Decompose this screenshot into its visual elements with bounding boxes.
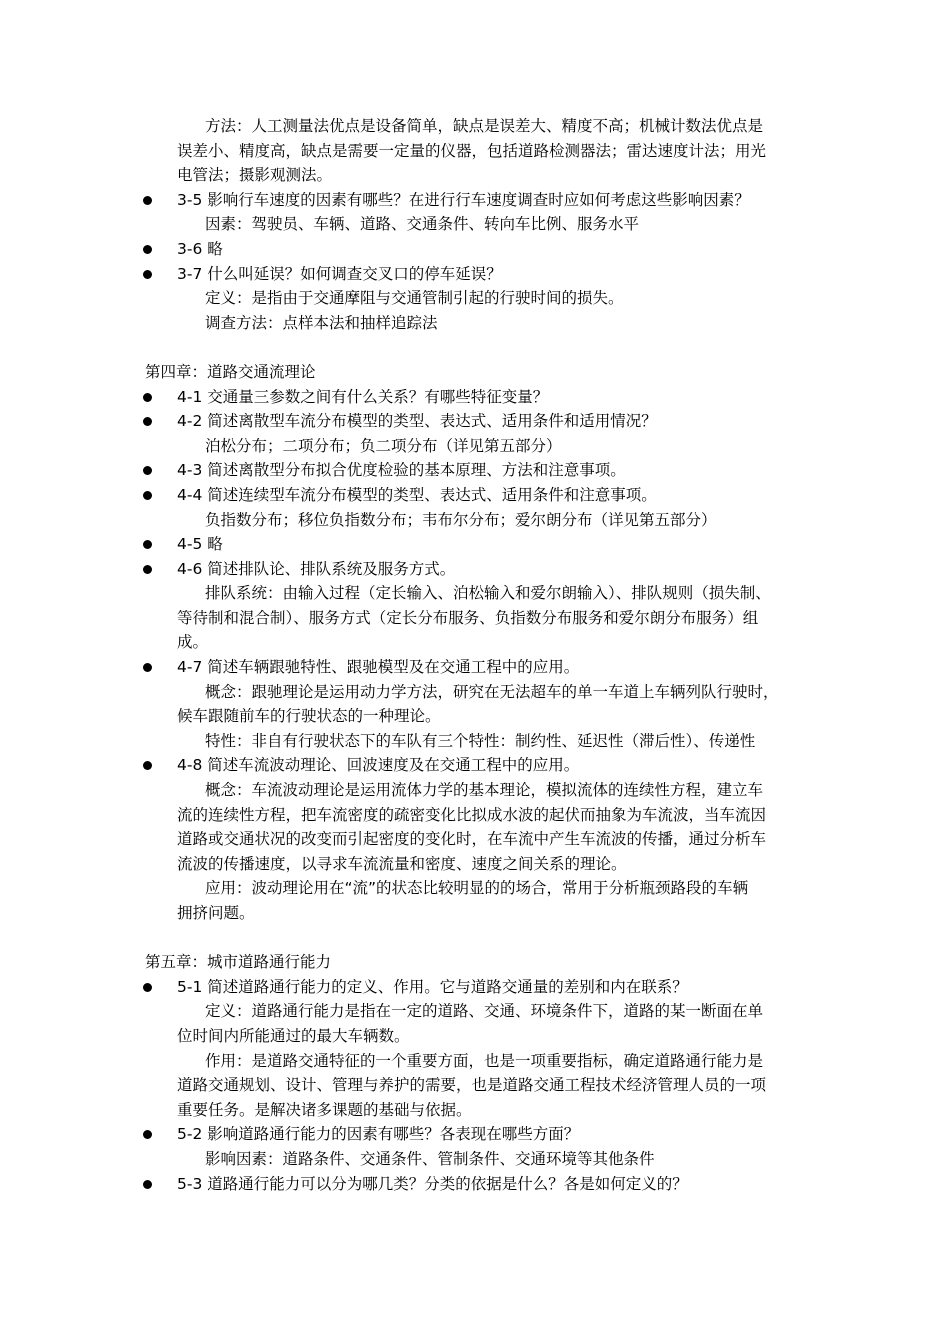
bullet-icon — [143, 565, 152, 574]
question-item — [0, 188, 950, 213]
line-text: 3-7 什么叫延误？如何调查交叉口的停车延误？ — [177, 264, 502, 283]
paragraph-line — [0, 803, 950, 828]
line-text: 位时间内所能通过的最大车辆数。 — [177, 1026, 410, 1045]
line-text: 4-6 简述排队论、排队系统及服务方式。 — [177, 559, 456, 578]
bullet-icon — [143, 393, 152, 402]
line-text: 误差小、精度高，缺点是需要一定量的仪器，包括道路检测器法；雷达速度计法；用光 — [177, 141, 767, 160]
line-text: 4-2 简述离散型车流分布模型的类型、表达式、适用条件和适用情况？ — [177, 412, 657, 431]
bullet-icon — [143, 196, 152, 205]
paragraph-line — [0, 212, 950, 237]
line-text: 道路交通规划、设计、管理与养护的需要，也是道路交通工程技术经济管理人员的一项 — [177, 1076, 767, 1095]
question-item — [0, 262, 950, 287]
question-item — [0, 458, 950, 483]
chapter-heading — [0, 950, 950, 975]
paragraph-line — [0, 1024, 950, 1049]
bullet-icon — [143, 270, 152, 279]
paragraph-line — [0, 901, 950, 926]
line-text: 4-3 简述离散型分布拟合优度检验的基本原理、方法和注意事项。 — [177, 461, 626, 480]
paragraph-line — [0, 827, 950, 852]
bullet-icon — [143, 1180, 152, 1189]
paragraph-line — [0, 1147, 950, 1172]
blank-line — [0, 926, 950, 951]
question-item — [0, 483, 950, 508]
paragraph-line — [0, 434, 950, 459]
paragraph-line — [0, 704, 950, 729]
line-text: 4-5 略 — [177, 535, 223, 554]
line-text: 特性：非自有行驶状态下的车队有三个特性：制约性、延迟性（滞后性）、传递性 — [205, 731, 756, 750]
line-text: 3-6 略 — [177, 239, 223, 258]
line-text: 定义：是指由于交通摩阻与交通管制引起的行驶时间的损失。 — [205, 289, 624, 308]
paragraph-line — [0, 680, 950, 705]
paragraph-line — [0, 778, 950, 803]
question-item — [0, 655, 950, 680]
question-item — [0, 1172, 950, 1197]
question-item — [0, 1122, 950, 1147]
line-text: 负指数分布；移位负指数分布；韦布尔分布；爱尔朗分布（详见第五部分） — [205, 510, 717, 529]
paragraph-line — [0, 508, 950, 533]
question-item — [0, 237, 950, 262]
bullet-icon — [143, 417, 152, 426]
line-text: 成。 — [177, 633, 209, 652]
bullet-icon — [143, 491, 152, 500]
line-text: 等待制和混合制）、服务方式（定长分布服务、负指数分布服务和爱尔朗分布服务）组 — [177, 608, 759, 627]
bullet-icon — [143, 983, 152, 992]
paragraph-line — [0, 163, 950, 188]
line-text: 影响因素：道路条件、交通条件、管制条件、交通环境等其他条件 — [205, 1149, 655, 1168]
chapter-heading — [0, 360, 950, 385]
document-body — [0, 114, 950, 1196]
line-text: 流波的传播速度，以寻求车流流量和密度、速度之间关系的理论。 — [177, 854, 627, 873]
line-text: 方法：人工测量法优点是设备简单，缺点是误差大、精度不高；机械计数法优点是 — [205, 117, 764, 135]
bullet-icon — [143, 663, 152, 672]
bullet-icon — [143, 466, 152, 475]
paragraph-line — [0, 139, 950, 164]
line-text: 第五章：城市道路通行能力 — [145, 953, 332, 972]
question-item — [0, 753, 950, 778]
line-text: 5-1 简述道路通行能力的定义、作用。它与道路交通量的差别和内在联系？ — [177, 977, 688, 996]
line-text: 3-5 影响行车速度的因素有哪些？在进行行车速度调查时应如何考虑这些影响因素？ — [177, 190, 750, 209]
paragraph-line — [0, 114, 950, 139]
question-item — [0, 975, 950, 1000]
line-text: 概念：跟驰理论是运用动力学方法，研究在无法超车的单一车道上车辆列队行驶时， — [205, 682, 779, 701]
line-text: 定义：道路通行能力是指在一定的道路、交通、环境条件下，道路的某一断面在单 — [205, 1002, 764, 1021]
bullet-icon — [143, 540, 152, 549]
line-text: 拥挤问题。 — [177, 904, 255, 922]
line-text: 流的连续性方程，把车流密度的疏密变化比拟成水波的起伏而抽象为车流波，当车流因 — [177, 805, 767, 824]
bullet-icon — [143, 1130, 152, 1139]
paragraph-line — [0, 606, 950, 631]
question-item — [0, 385, 950, 410]
line-text: 排队系统：由输入过程（定长输入、泊松输入和爱尔朗输入）、排队规则（损失制、 — [205, 584, 771, 603]
paragraph-line — [0, 581, 950, 606]
paragraph-line — [0, 999, 950, 1024]
paragraph-line — [0, 1049, 950, 1074]
bullet-icon — [143, 761, 152, 770]
line-text: 5-3 道路通行能力可以分为哪几类？分类的依据是什么？各是如何定义的？ — [177, 1174, 688, 1193]
question-item — [0, 409, 950, 434]
paragraph-line — [0, 852, 950, 877]
paragraph-line — [0, 876, 950, 901]
bullet-icon — [143, 245, 152, 254]
line-text: 4-4 简述连续型车流分布模型的类型、表达式、适用条件和注意事项。 — [177, 485, 657, 504]
line-text: 4-8 简述车流波动理论、回波速度及在交通工程中的应用。 — [177, 756, 580, 775]
line-text: 4-7 简述车辆跟驰特性、跟驰模型及在交通工程中的应用。 — [177, 658, 580, 677]
line-text: 第四章：道路交通流理论 — [145, 362, 316, 381]
paragraph-line — [0, 311, 950, 336]
paragraph-line — [0, 286, 950, 311]
line-text: 4-1 交通量三参数之间有什么关系？有哪些特征变量？ — [177, 387, 549, 406]
line-text: 泊松分布；二项分布；负二项分布（详见第五部分） — [205, 436, 562, 455]
line-text: 调查方法：点样本法和抽样追踪法 — [205, 313, 438, 332]
line-text: 应用：波动理论用在“流”的状态比较明显的的场合，常用于分析瓶颈路段的车辆 — [205, 879, 749, 898]
paragraph-line — [0, 630, 950, 655]
line-text: 作用：是道路交通特征的一个重要方面，也是一项重要指标，确定道路通行能力是 — [205, 1051, 764, 1070]
question-item — [0, 532, 950, 557]
line-text: 5-2 影响道路通行能力的因素有哪些？各表现在哪些方面？ — [177, 1125, 580, 1144]
line-text: 电管法；摄影观测法。 — [177, 166, 333, 185]
paragraph-line — [0, 729, 950, 754]
line-text: 道路或交通状况的改变而引起密度的变化时，在车流中产生车流波的传播，通过分析车 — [177, 830, 767, 849]
line-text: 候车跟随前车的行驶状态的一种理论。 — [177, 707, 441, 726]
paragraph-line — [0, 1073, 950, 1098]
paragraph-line — [0, 1098, 950, 1123]
line-text: 重要任务。是解决诸多课题的基础与依据。 — [177, 1100, 472, 1119]
question-item — [0, 557, 950, 582]
line-text: 概念：车流波动理论是运用流体力学的基本理论，模拟流体的连续性方程，建立车 — [205, 781, 764, 800]
line-text: 因素：驾驶员、车辆、道路、交通条件、转向车比例、服务水平 — [205, 215, 640, 234]
blank-line — [0, 335, 950, 360]
